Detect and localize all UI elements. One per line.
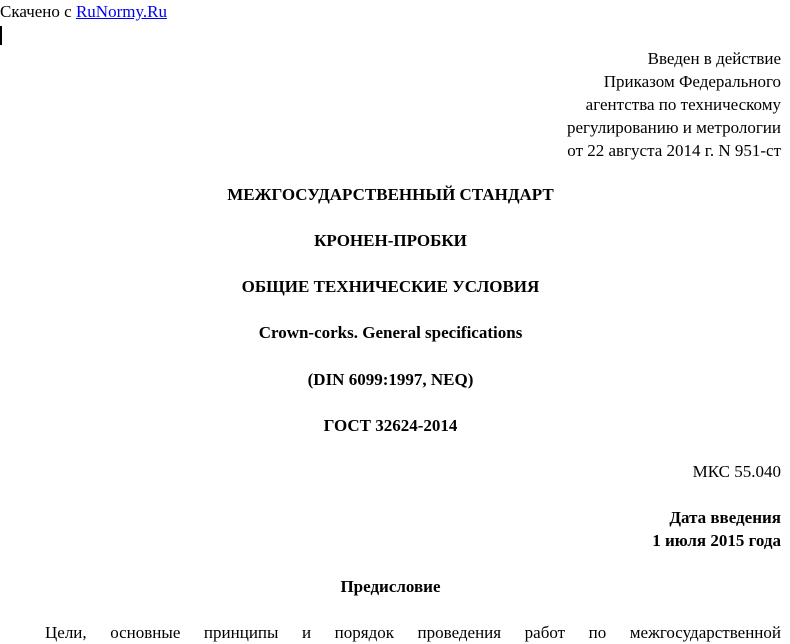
mks-code: МКС 55.040 [692, 462, 781, 481]
intro-line: Приказом Федерального [603, 72, 781, 91]
standard-subtitle: ОБЩИЕ ТЕХНИЧЕСКИЕ УСЛОВИЯ [241, 277, 540, 296]
source-link[interactable]: RuNormy.Ru [75, 2, 167, 21]
intro-line: агентства по техническому [585, 95, 781, 114]
foreword-paragraph: Цели, основные принципы и порядок проведения работ по межгосударственной [45, 623, 781, 642]
foreword-heading: Предисловие [340, 577, 441, 596]
effective-date-label: Дата введения [669, 508, 781, 527]
effective-date-value: 1 июля 2015 года [652, 531, 781, 550]
reference-standard: (DIN 6099:1997, NEQ) [307, 370, 474, 389]
english-title: Crown-corks. General specifications [258, 323, 523, 342]
intro-line: Введен в действие [647, 49, 781, 68]
download-source-line [0, 2, 167, 22]
intro-line: регулированию и метрологии [566, 118, 781, 137]
text-cursor [0, 26, 2, 45]
download-prefix: Скачено с [0, 2, 76, 21]
standard-name-title: КРОНЕН-ПРОБКИ [314, 231, 467, 250]
intro-line: от 22 августа 2014 г. N 951-ст [567, 141, 781, 160]
standard-type-title: МЕЖГОСУДАРСТВЕННЫЙ СТАНДАРТ [227, 185, 554, 204]
introduction-block [567, 47, 781, 162]
gost-code: ГОСТ 32624-2014 [323, 416, 458, 435]
